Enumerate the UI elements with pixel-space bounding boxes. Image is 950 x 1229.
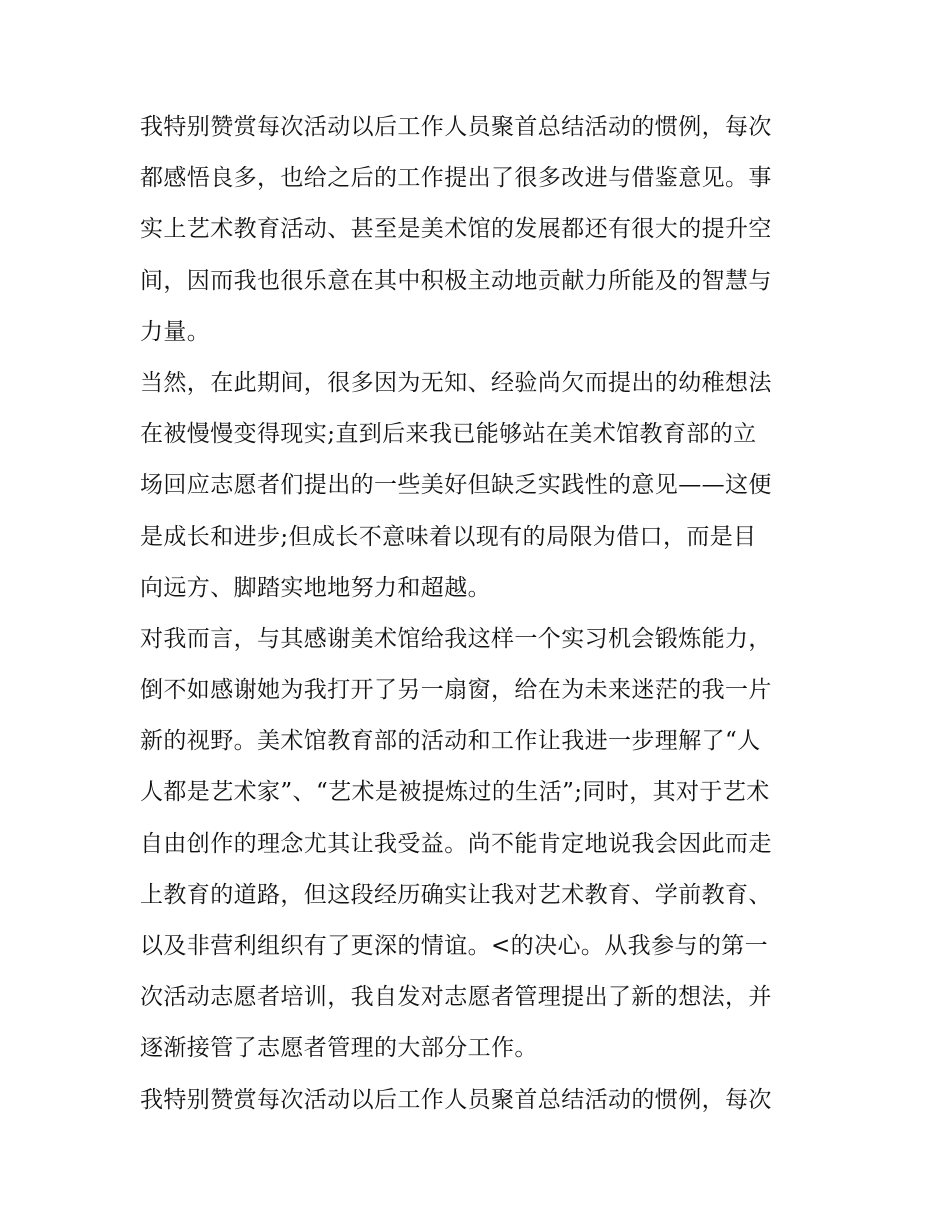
paragraph-line: 倒不如感谢她为我打开了另一扇窗，给在为未来迷茫的我一片 [140,677,772,704]
paragraph-line: 实上艺术教育活动、甚至是美术馆的发展都还有很大的提升空 [140,216,772,243]
paragraph-line: 次活动志愿者培训，我自发对志愿者管理提出了新的想法，并 [140,984,772,1011]
paragraph-line: 逐渐接管了志愿者管理的大部分工作。 [140,1035,538,1062]
paragraph-line: 上教育的道路，但这段经历确实让我对艺术教育、学前教育、 [140,881,772,908]
paragraph-line: 以及非营利组织有了更深的情谊。<的决心。从我参与的第一 [140,933,769,959]
paragraph-line: 人都是艺术家”、“艺术是被提炼过的生活”;同时，其对于艺术 [140,779,770,806]
paragraph-line: 新的视野。美术馆教育部的活动和工作让我进一步理解了“人 [140,728,761,755]
paragraph-line: 是成长和进步;但成长不意味着以现有的局限为借口，而是目 [140,523,757,550]
paragraph-line: 间，因而我也很乐意在其中积极主动地贡献力所能及的智慧与 [140,267,772,294]
paragraph-line: 场回应志愿者们提出的一些美好但缺乏实践性的意见——这便 [140,472,772,499]
paragraph-line: 我特别赞赏每次活动以后工作人员聚首总结活动的惯例，每次 [140,1086,772,1113]
paragraph-line: 对我而言，与其感谢美术馆给我这样一个实习机会锻炼能力， [140,625,772,652]
paragraph-line: 我特别赞赏每次活动以后工作人员聚首总结活动的惯例，每次 [140,114,772,140]
body-text [140,102,820,1126]
paragraph-line: 向远方、脚踏实地地努力和超越。 [140,574,491,601]
paragraph-line: 自由创作的理念尤其让我受益。尚不能肯定地说我会因此而走 [140,830,772,857]
paragraph-line: 力量。 [140,318,211,345]
paragraph-line: 在被慢慢变得现实;直到后来我已能够站在美术馆教育部的立 [140,421,757,448]
paragraph-line: 当然，在此期间，很多因为无知、经验尚欠而提出的幼稚想法 [140,369,772,396]
paragraph-line: 都感悟良多，也给之后的工作提出了很多改进与借鉴意见。事 [140,165,772,192]
